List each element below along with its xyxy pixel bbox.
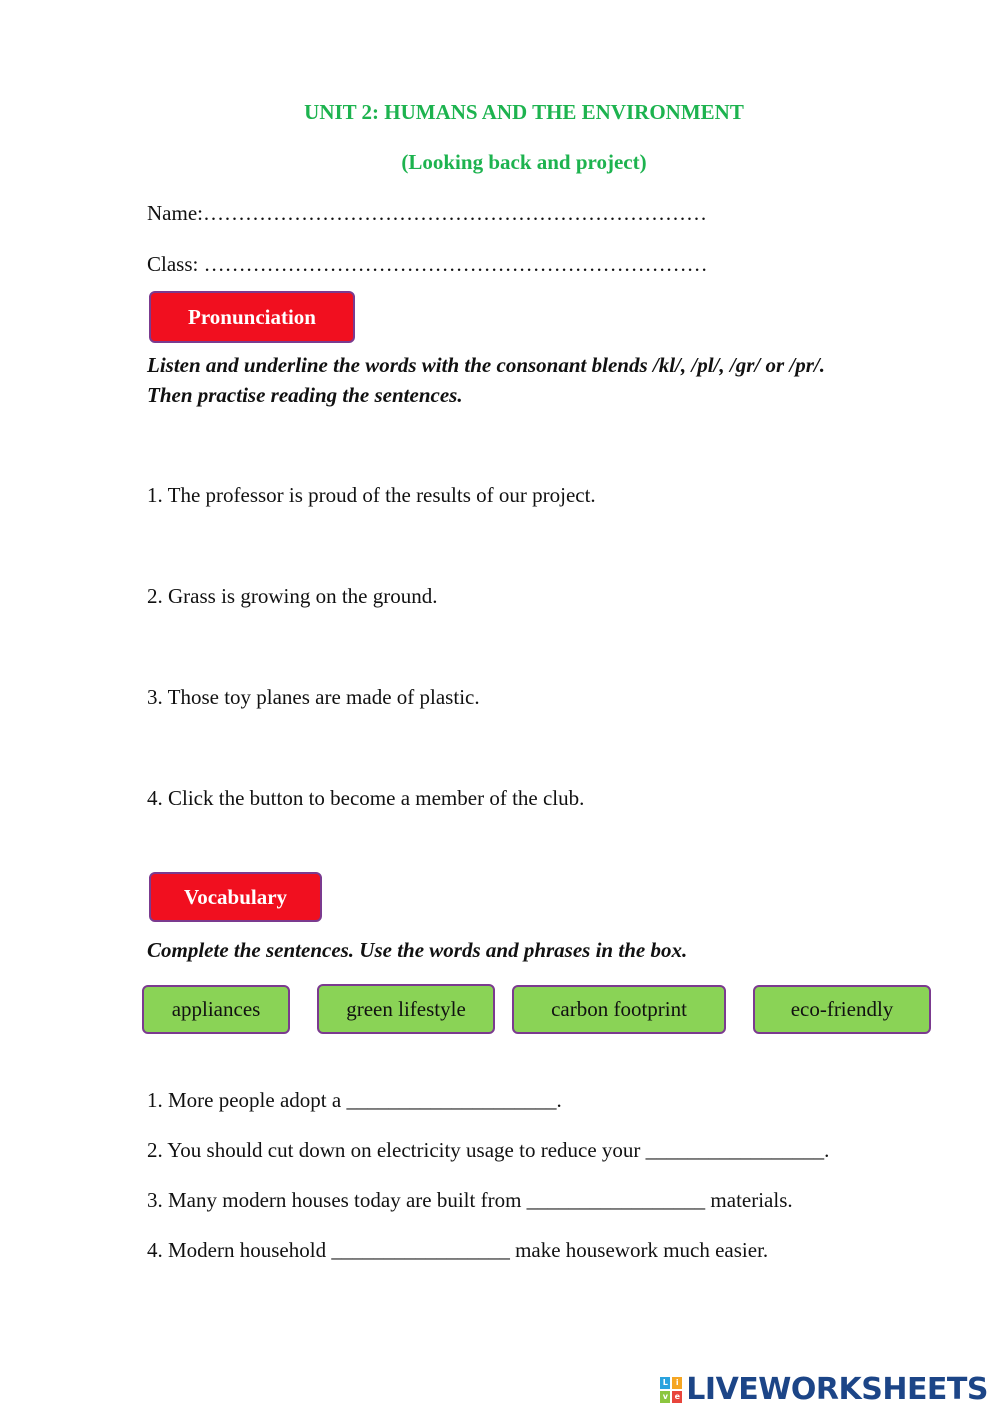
logo-letter: L xyxy=(660,1377,670,1389)
word-box-appliances: appliances xyxy=(142,985,290,1034)
vocabulary-sentence-2[interactable]: 2. You should cut down on electricity usage to reduce your _________________. xyxy=(147,1138,830,1162)
pronunciation-sentence-4[interactable]: 4. Click the button to become a member of the club. xyxy=(147,786,585,810)
pronunciation-sentence-2[interactable]: 2. Grass is growing on the ground. xyxy=(147,584,438,608)
name-field[interactable]: Name:……………………………………………………………… xyxy=(147,201,707,225)
liveworksheets-logo-text: LIVEWORKSHEETS xyxy=(686,1372,988,1407)
word-box-green-lifestyle: green lifestyle xyxy=(317,984,495,1034)
pronunciation-sentence-3[interactable]: 3. Those toy planes are made of plastic. xyxy=(147,685,480,709)
pronunciation-instruction-line2: Then practise reading the sentences. xyxy=(147,383,463,407)
liveworksheets-logo xyxy=(660,1372,988,1407)
vocabulary-sentence-4[interactable]: 4. Modern household _________________ make housework much easier. xyxy=(147,1238,769,1262)
pronunciation-label: Pronunciation xyxy=(149,291,355,343)
worksheet-title: UNIT 2: HUMANS AND THE ENVIRONMENT xyxy=(304,100,744,124)
word-box-carbon-footprint: carbon footprint xyxy=(512,985,726,1034)
liveworksheets-logo-icon xyxy=(660,1377,682,1403)
word-box-eco-friendly: eco-friendly xyxy=(753,985,931,1034)
pronunciation-sentence-1[interactable]: 1. The professor is proud of the results of our project. xyxy=(147,483,596,507)
worksheet-subtitle: (Looking back and project) xyxy=(401,150,647,174)
vocabulary-label: Vocabulary xyxy=(149,872,322,922)
logo-letter: v xyxy=(660,1391,670,1403)
logo-letter: i xyxy=(672,1377,682,1389)
logo-letter: e xyxy=(672,1391,682,1403)
class-field[interactable]: Class: ……………………………………………………………… xyxy=(147,252,708,276)
vocabulary-instruction: Complete the sentences. Use the words and phrases in the box. xyxy=(147,938,688,962)
pronunciation-instruction-line1: Listen and underline the words with the consonant blends /kl/, /pl/, /gr/ or /pr/. xyxy=(147,353,825,377)
vocabulary-sentence-1[interactable]: 1. More people adopt a ____________________. xyxy=(147,1088,562,1112)
vocabulary-sentence-3[interactable]: 3. Many modern houses today are built from _________________ materials. xyxy=(147,1188,793,1212)
